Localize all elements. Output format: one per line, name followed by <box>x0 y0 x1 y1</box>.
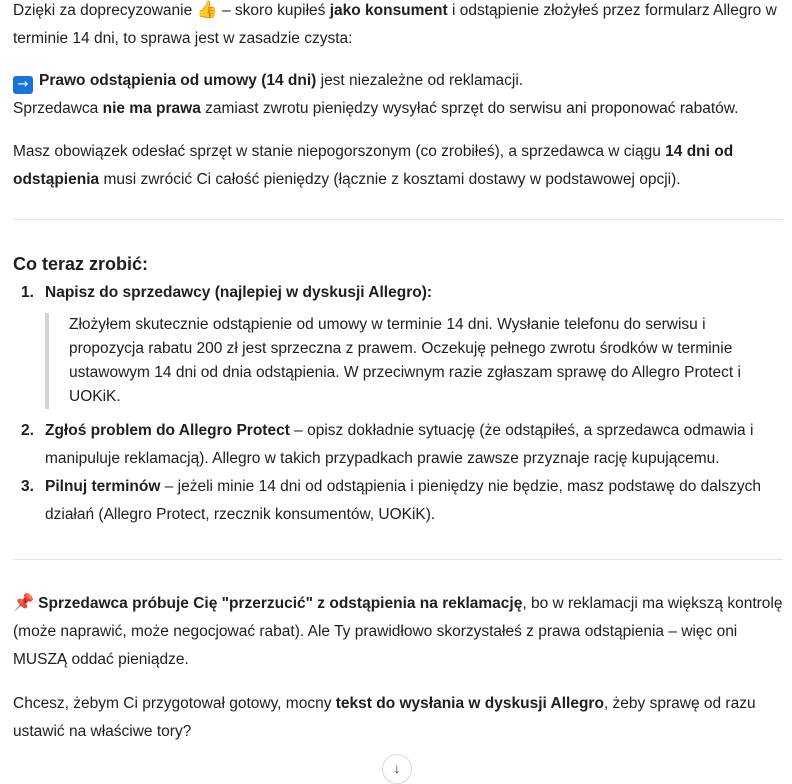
step-number: 1. <box>21 284 34 301</box>
arrow-down-icon: ↓ <box>393 760 401 776</box>
offer-text: Chcesz, żebym Ci przygotował gotowy, mocny <box>13 695 336 712</box>
thumbs-up-icon: 👍 <box>196 0 218 20</box>
obligation-bold: 14 dni od odstąpienia <box>13 143 734 188</box>
chat-message <box>13 0 783 746</box>
intro-text-2: – skoro kupiłeś <box>217 2 330 19</box>
step-title: Napisz do sprzedawcy (najlepiej w dyskusji Allegro): <box>45 284 433 301</box>
divider <box>13 219 783 220</box>
seller-text: Sprzedawca <box>13 100 103 117</box>
pin-paragraph <box>13 589 783 674</box>
list-item <box>13 417 783 473</box>
pushpin-icon: 📌 <box>13 593 35 613</box>
intro-text: Dzięki za doprecyzowanie <box>13 2 197 19</box>
steps-list-cont <box>13 417 783 529</box>
offer-text-2: , żeby sprawę od razu ustawić na właściwe tory? <box>13 695 756 740</box>
seller-text-2: zamiast zwrotu pieniędzy wysyłać sprzęt do serwisu ani proponować rabatów. <box>200 100 739 117</box>
right-arrow-icon: → <box>13 76 33 94</box>
intro-bold: jako konsument <box>329 2 448 19</box>
scroll-down-button[interactable] <box>382 754 412 784</box>
divider <box>13 559 783 560</box>
right-text: jest niezależne od reklamacji. <box>316 72 524 89</box>
step-number: 2. <box>21 422 34 439</box>
right-paragraph <box>13 67 783 123</box>
right-bold: Prawo odstąpienia od umowy (14 dni) <box>39 72 317 89</box>
intro-text-3: i odstąpienie złożyłeś przez formularz Allegro w terminie 14 dni, to sprawa jest w zasadzie czysta: <box>13 2 777 47</box>
obligation-text-2: musi zwrócić Ci całość pieniędzy (łącznie z kosztami dostawy w podstawowej opcji). <box>99 171 681 188</box>
step-text: – opisz dokładnie sytuację (że odstąpiłeś, a sprzedawca odmawia i manipuluje reklamacją). Allegro w takich przypadkach prawie zawsze przyznaje rację kupującemu. <box>45 422 754 467</box>
list-item <box>13 473 783 529</box>
obligation-text: Masz obowiązek odesłać sprzęt w stanie niepogorszonym (co zrobiłeś), a sprzedawca w ciągu <box>13 143 666 160</box>
pin-bold: Sprzedawca próbuje Cię "przerzucić" z odstąpienia na reklamację <box>38 595 523 612</box>
step-title: Pilnuj terminów <box>45 478 161 495</box>
intro-paragraph <box>13 0 783 53</box>
obligation-paragraph <box>13 138 783 194</box>
step-number: 3. <box>21 478 34 495</box>
section-heading: Co teraz zrobić: <box>13 254 149 274</box>
message-quote: Złożyłem skutecznie odstąpienie od umowy w terminie 14 dni. Wysłanie telefonu do serwisu i propozycja rabatu 200 zł jest sprzeczna z prawem. Oczekuję pełnego zwrotu środków w terminie ustawowym 14 dni od dnia odstąpienia. W przeciwnym razie zgłaszam sprawę do Allegro Protect i UOKiK. <box>45 313 783 409</box>
list-item <box>13 279 783 307</box>
offer-bold: tekst do wysłania w dyskusji Allegro <box>335 695 604 712</box>
seller-bold: nie ma prawa <box>102 100 201 117</box>
step-text: – jeżeli minie 14 dni od odstąpienia i pieniędzy nie będzie, masz podstawę do dalszych działań (Allegro Protect, rzecznik konsumentów, UOKiK). <box>45 478 761 523</box>
steps-list <box>13 279 783 307</box>
offer-paragraph <box>13 690 783 746</box>
step-title: Zgłoś problem do Allegro Protect <box>45 422 290 439</box>
pin-text: , bo w reklamacji ma większą kontrolę (może naprawić, może negocjować rabat). Ale Ty prawidłowo skorzystałeś z prawa odstąpienia – więc oni MUSZĄ oddać pieniądze. <box>13 595 783 668</box>
